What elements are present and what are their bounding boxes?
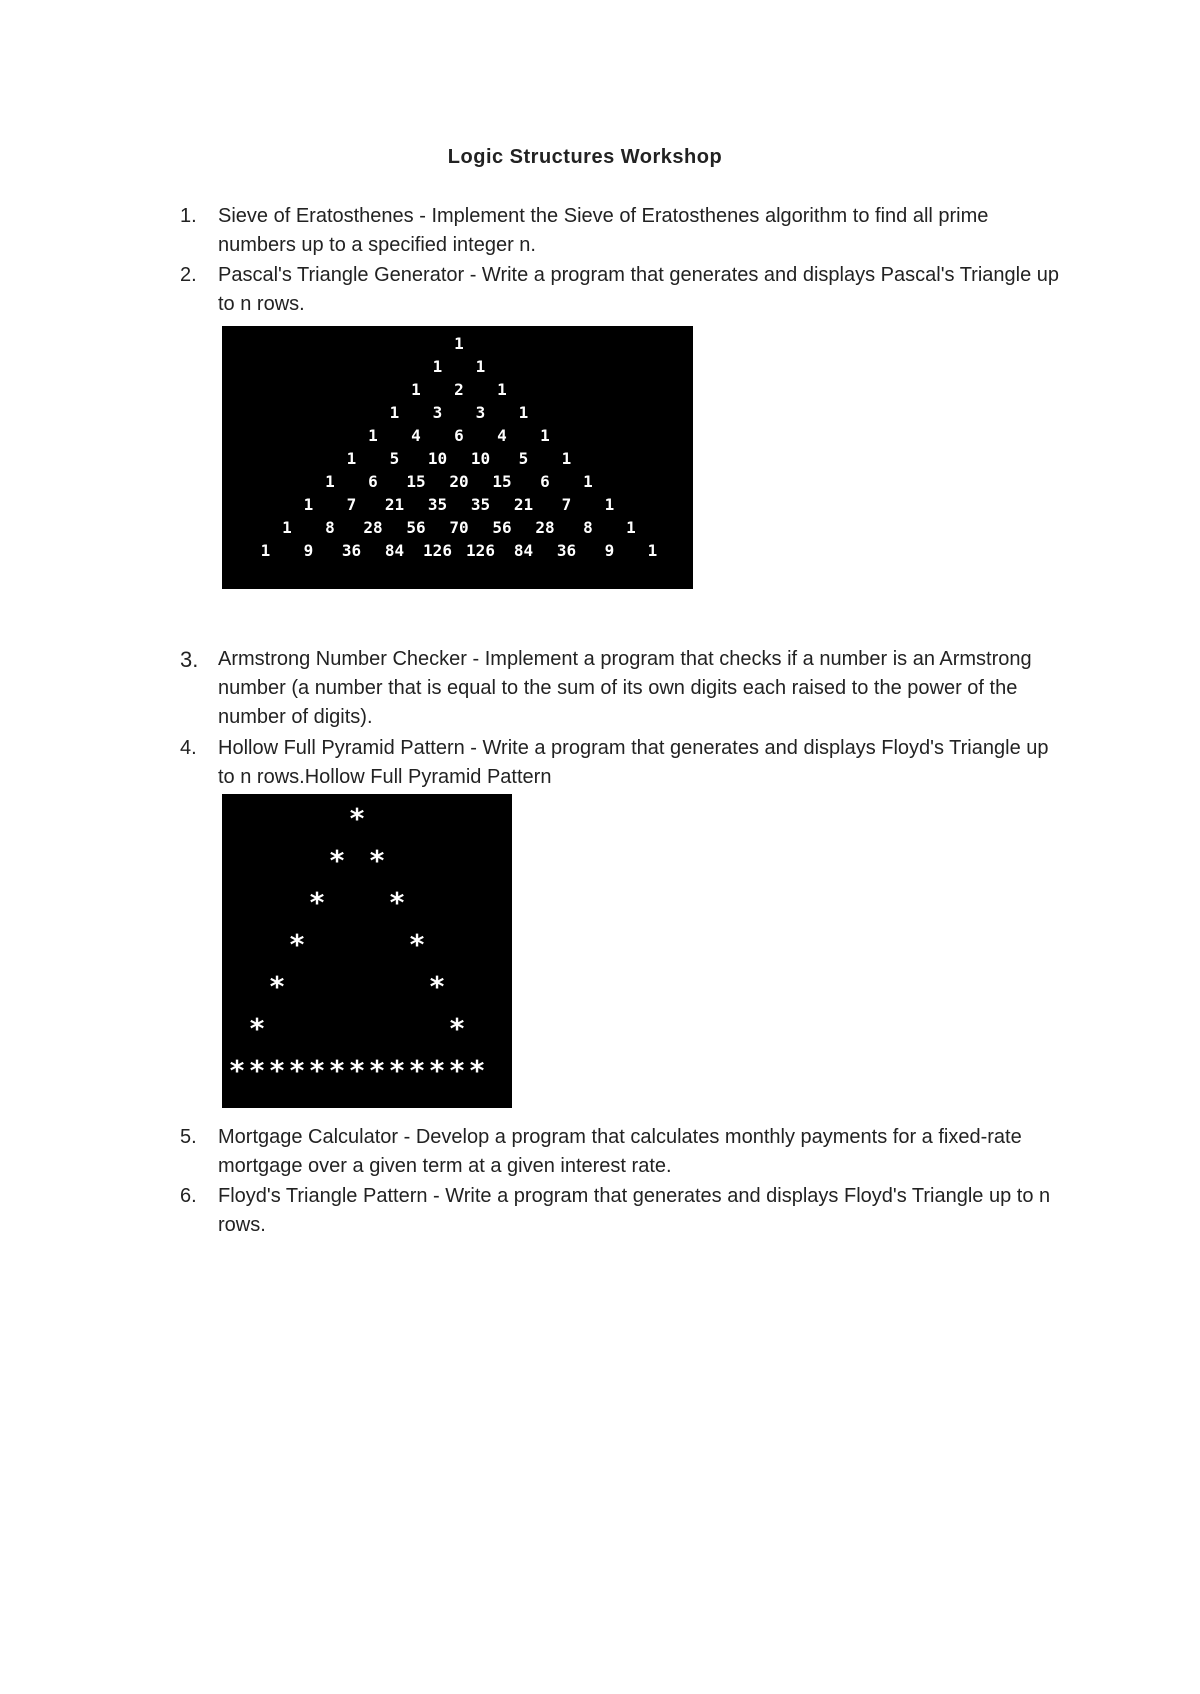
pyramid-row <box>222 1054 512 1094</box>
pascal-number: 1 <box>411 380 421 399</box>
pascal-number: 21 <box>513 495 534 514</box>
pascal-row <box>222 334 693 356</box>
pyramid-star: * <box>308 886 326 919</box>
pyramid-star: * <box>268 970 286 1003</box>
pyramid-star: * <box>348 802 366 835</box>
pyramid-star: * <box>428 1054 446 1087</box>
pascal-number: 4 <box>411 426 421 445</box>
list-item-2 <box>180 261 1060 319</box>
pascal-number: 3 <box>432 403 443 422</box>
pascal-number: 35 <box>470 495 491 514</box>
pascal-row <box>222 357 693 379</box>
pascal-number: 8 <box>325 518 335 537</box>
pascal-number: 1 <box>303 495 314 514</box>
pyramid-star: * <box>328 1054 346 1087</box>
pascal-number: 126 <box>466 541 495 560</box>
pyramid-star: * <box>368 844 386 877</box>
pyramid-row <box>222 928 512 968</box>
pyramid-star: * <box>248 1054 266 1087</box>
pascal-row <box>222 541 693 563</box>
pascal-row <box>222 472 693 494</box>
pascal-triangle-output-image <box>222 326 693 589</box>
list-item-5 <box>180 1123 1060 1181</box>
pyramid-star: * <box>228 1054 246 1087</box>
pyramid-star: * <box>368 1054 386 1087</box>
item-number: 3. <box>180 647 199 672</box>
pascal-number: 8 <box>583 518 593 537</box>
pyramid-row <box>222 970 512 1010</box>
pascal-number: 1 <box>561 449 572 468</box>
pascal-row <box>222 426 693 448</box>
pascal-number: 56 <box>492 518 512 537</box>
page-title: Logic Structures Workshop <box>447 146 723 168</box>
pascal-number: 1 <box>518 403 529 422</box>
pascal-row <box>222 495 693 517</box>
hollow-pyramid-output-image <box>222 794 512 1108</box>
item-text: Sieve of Eratosthenes - Implement the Sieve of Eratosthenes algorithm to find all prime numbers up to a specified integer n. <box>218 205 989 256</box>
pascal-row <box>222 449 693 471</box>
pascal-number: 21 <box>384 495 405 514</box>
pascal-number: 70 <box>449 518 469 537</box>
item-number: 4. <box>180 737 197 759</box>
pyramid-star: * <box>408 928 426 961</box>
pascal-number: 7 <box>346 495 357 514</box>
item-text: Floyd's Triangle Pattern - Write a program that generates and displays Floyd's Triangle up to n rows. <box>218 1185 1051 1236</box>
pascal-number: 6 <box>368 472 378 491</box>
item-number: 2. <box>180 264 197 286</box>
pascal-number: 1 <box>475 357 486 376</box>
pyramid-star: * <box>448 1054 466 1087</box>
pyramid-row <box>222 886 512 926</box>
pascal-number: 36 <box>556 541 577 560</box>
pascal-number: 1 <box>604 495 615 514</box>
item-number: 6. <box>180 1185 197 1207</box>
pyramid-row <box>222 844 512 884</box>
pascal-number: 1 <box>346 449 357 468</box>
pascal-number: 1 <box>454 334 464 353</box>
pascal-number: 1 <box>325 472 335 491</box>
list-item-6 <box>180 1182 1060 1240</box>
item-text: Armstrong Number Checker - Implement a program that checks if a number is an Armstrong number (a number that is equal to the sum of its own digits each raised to the power of the number of digits). <box>218 648 1032 728</box>
pascal-number: 56 <box>406 518 426 537</box>
pascal-number: 5 <box>518 449 529 468</box>
item-text: Hollow Full Pyramid Pattern - Write a program that generates and displays Floyd's Triangle up to n rows.Hollow Full Pyramid Pattern <box>218 737 1049 788</box>
list-item-4 <box>180 734 1060 792</box>
item-text: Pascal's Triangle Generator - Write a program that generates and displays Pascal's Triangle up to n rows. <box>218 264 1060 315</box>
pyramid-star: * <box>308 1054 326 1087</box>
pascal-number: 28 <box>363 518 383 537</box>
pascal-number: 20 <box>449 472 469 491</box>
pyramid-star: * <box>448 1012 466 1045</box>
pascal-row <box>222 518 693 540</box>
pascal-number: 9 <box>604 541 615 560</box>
pascal-number: 1 <box>540 426 550 445</box>
pascal-number: 35 <box>427 495 448 514</box>
pascal-number: 1 <box>282 518 292 537</box>
pascal-number: 10 <box>470 449 491 468</box>
pascal-number: 84 <box>384 541 405 560</box>
pascal-number: 1 <box>583 472 593 491</box>
pascal-number: 15 <box>492 472 512 491</box>
pascal-number: 1 <box>497 380 507 399</box>
pascal-number: 6 <box>454 426 464 445</box>
pascal-number: 4 <box>497 426 507 445</box>
pyramid-star: * <box>388 1054 406 1087</box>
pyramid-star: * <box>288 1054 306 1087</box>
pascal-number: 126 <box>423 541 452 560</box>
pyramid-row <box>222 802 512 842</box>
pyramid-star: * <box>348 1054 366 1087</box>
pascal-number: 3 <box>475 403 486 422</box>
pascal-number: 15 <box>406 472 426 491</box>
pascal-number: 2 <box>454 380 464 399</box>
pascal-number: 1 <box>626 518 636 537</box>
list-item-3 <box>180 645 1060 732</box>
pascal-number: 1 <box>647 541 658 560</box>
pascal-number: 36 <box>341 541 362 560</box>
pyramid-star: * <box>248 1012 266 1045</box>
pascal-number: 28 <box>535 518 555 537</box>
pyramid-star: * <box>468 1054 486 1087</box>
pascal-number: 1 <box>260 541 271 560</box>
pascal-number: 7 <box>561 495 572 514</box>
pyramid-star: * <box>328 844 346 877</box>
pascal-row <box>222 380 693 402</box>
pyramid-star: * <box>428 970 446 1003</box>
pascal-number: 84 <box>513 541 534 560</box>
pyramid-row <box>222 1012 512 1052</box>
pascal-number: 9 <box>303 541 314 560</box>
pyramid-star: * <box>408 1054 426 1087</box>
pyramid-star: * <box>388 886 406 919</box>
item-number: 1. <box>180 205 197 227</box>
pyramid-star: * <box>268 1054 286 1087</box>
pascal-number: 10 <box>427 449 448 468</box>
pascal-number: 1 <box>432 357 443 376</box>
pyramid-star: * <box>288 928 306 961</box>
pascal-number: 1 <box>389 403 400 422</box>
item-number: 5. <box>180 1126 197 1148</box>
pascal-number: 5 <box>389 449 400 468</box>
list-item-1 <box>180 202 1060 260</box>
pascal-row <box>222 403 693 425</box>
item-text: Mortgage Calculator - Develop a program that calculates monthly payments for a fixed-rate mortgage over a given term at a given interest rate. <box>218 1126 1022 1177</box>
pascal-number: 1 <box>368 426 378 445</box>
pascal-number: 6 <box>540 472 550 491</box>
